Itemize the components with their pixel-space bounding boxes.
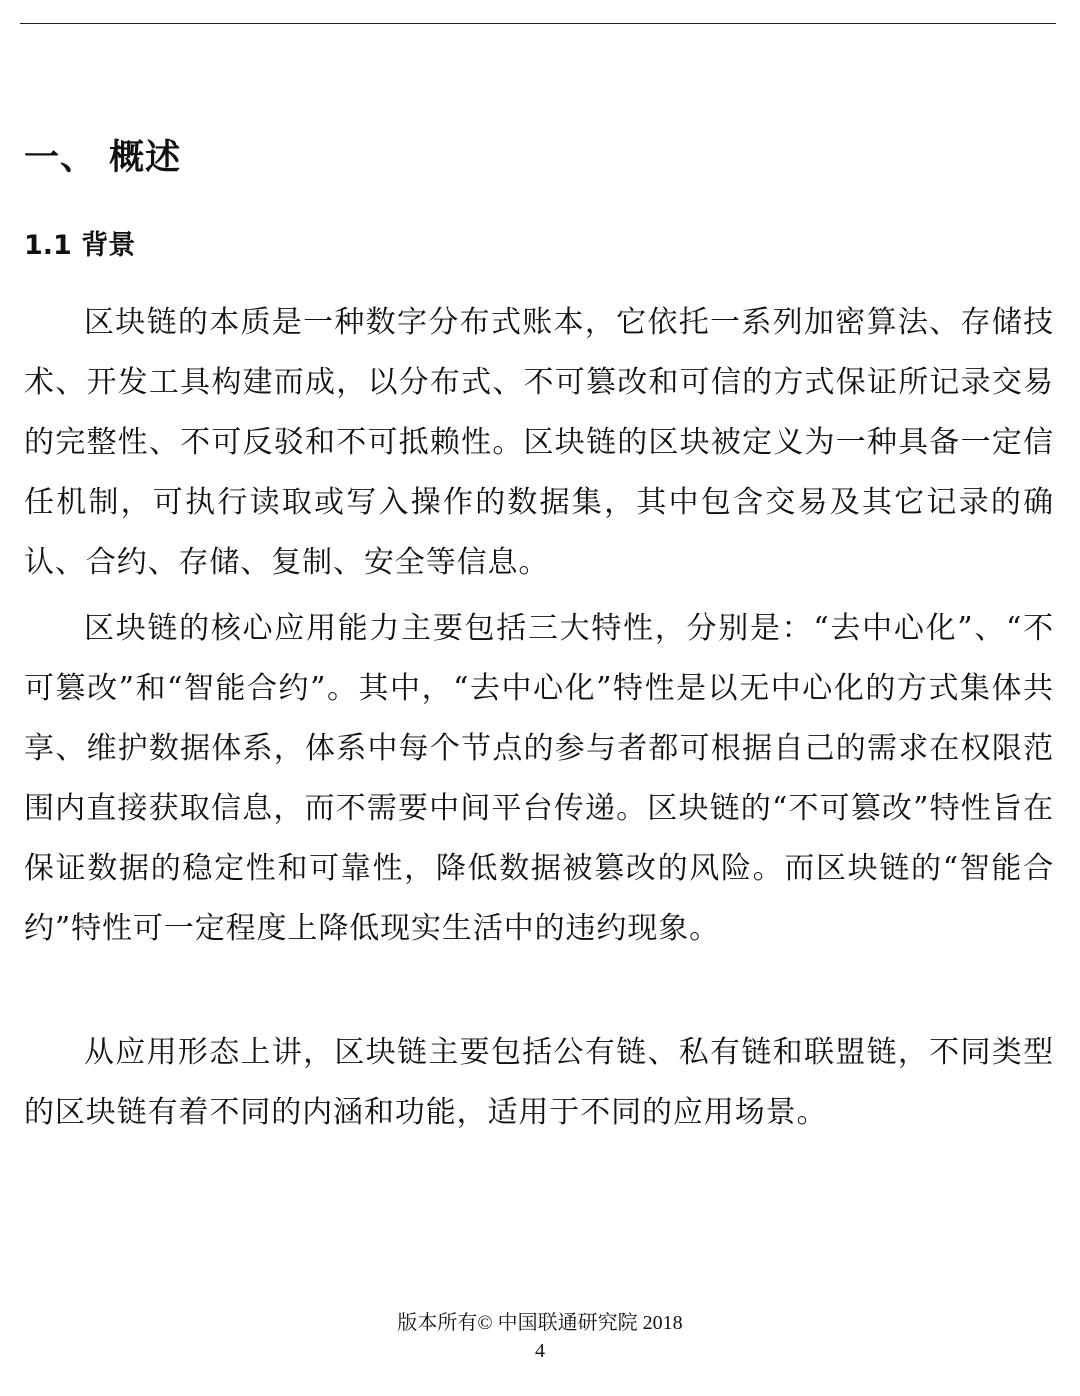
subsection-heading: 1.1 背景 <box>24 230 136 261</box>
paragraph-application-forms: 从应用形态上讲，区块链主要包括公有链、私有链和联盟链，不同类型的区块链有着不同的内涵和功能，适用于不同的应用场景。 <box>24 1035 1054 1130</box>
page-number: 4 <box>535 1340 545 1362</box>
section-heading: 一、 概述 <box>24 138 182 178</box>
header-rule <box>20 23 1056 24</box>
footer-copyright: 版本所有© 中国联通研究院 2018 <box>397 1312 683 1334</box>
paragraph-blockchain-essence: 区块链的本质是一种数字分布式账本，它依托一系列加密算法、存储技术、开发工具构建而成，以分布式、不可篡改和可信的方式保证所记录交易的完整性、不可反驳和不可抵赖性。区块链的区块被定义为一种具备一定信任机制，可执行读取或写入操作的数据集，其中包含交易及其它记录的确认、合约、存储、复制、安全等信息。 <box>24 305 1054 580</box>
paragraph-core-features: 区块链的核心应用能力主要包括三大特性，分别是：“去中心化”、“不可篡改”和“智能合约”。其中，“去中心化”特性是以无中心化的方式集体共享、维护数据体系，体系中每个节点的参与者都可根据自己的需求在权限范围内直接获取信息，而不需要中间平台传递。区块链的“不可篡改”特性旨在保证数据的稳定性和可靠性，降低数据被篡改的风险。而区块链的“智能合约”特性可一定程度上降低现实生活中的违约现象。 <box>24 611 1054 946</box>
